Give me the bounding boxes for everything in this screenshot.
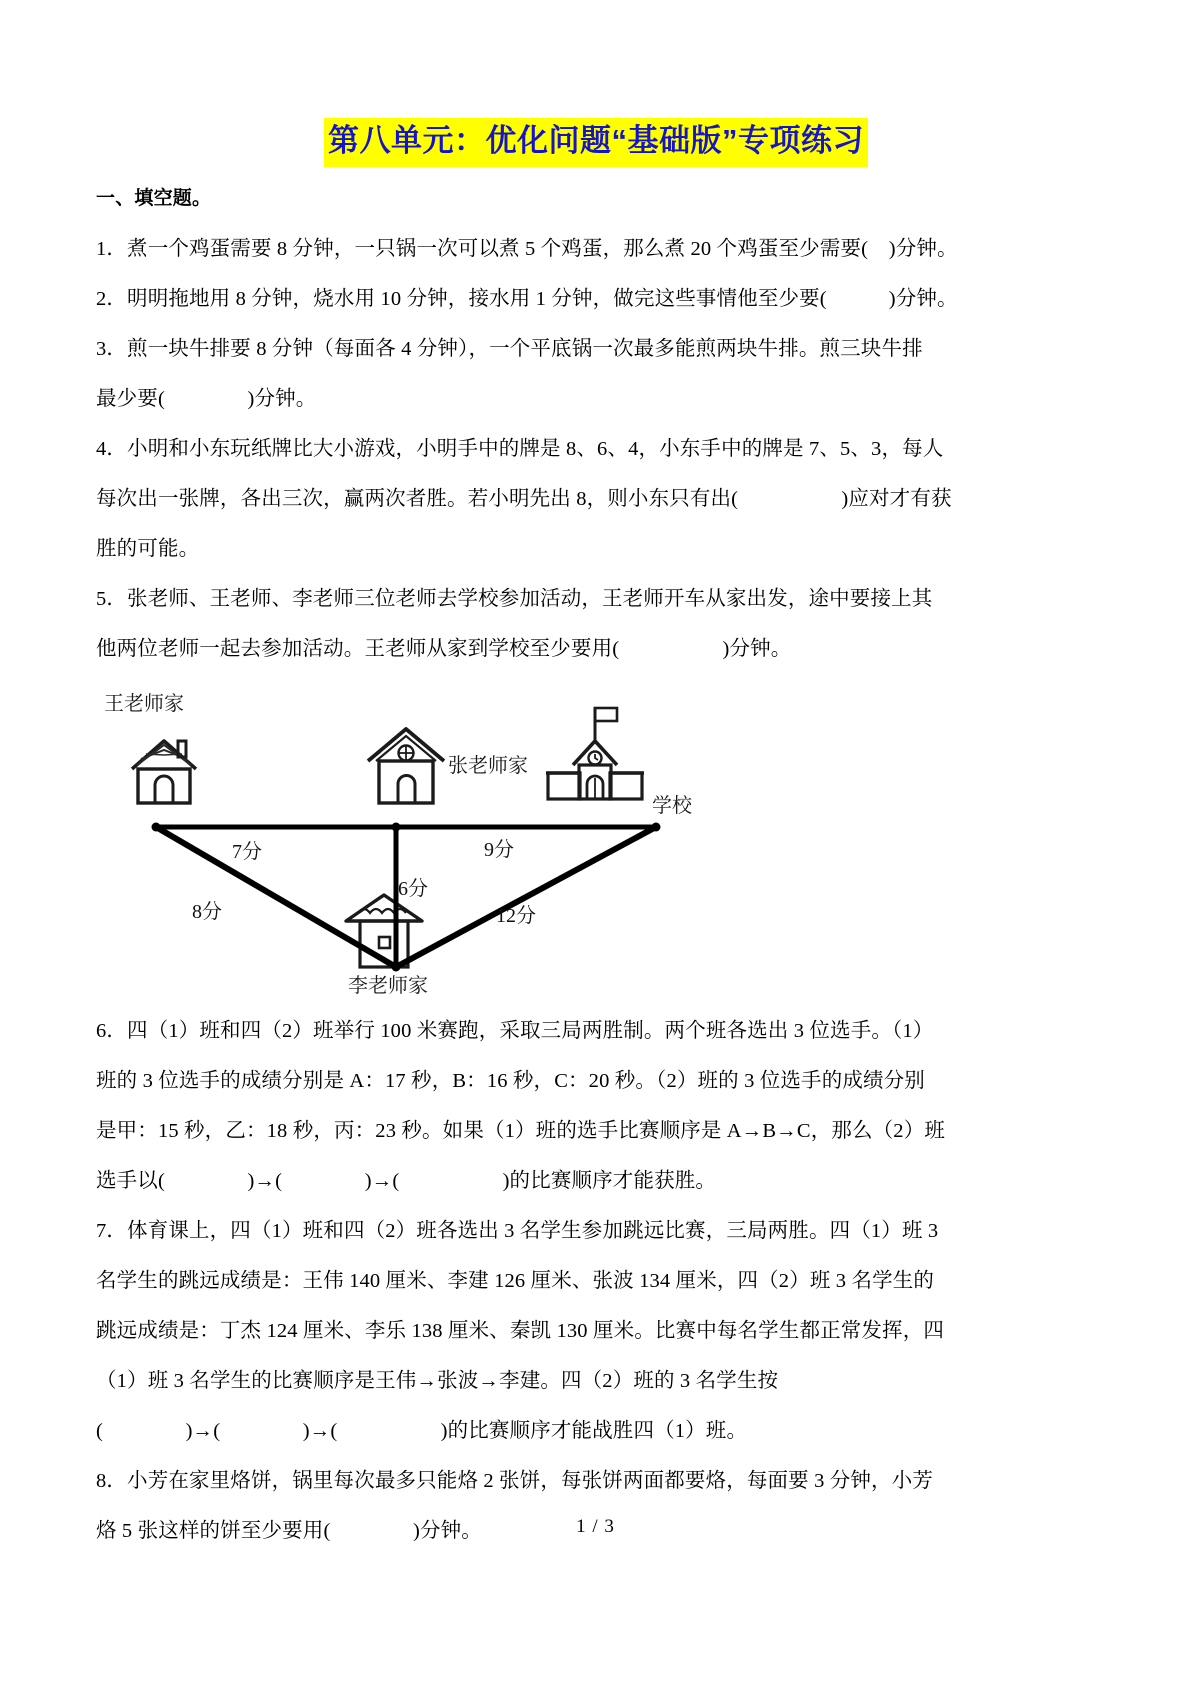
section-heading-fill-in-blanks: 一、填空题。 <box>96 187 212 209</box>
question-8-line-1: 8．小芳在家里烙饼，锅里每次最多只能烙 2 张饼，每张饼两面都要烙，每面要 3 分钟，小芳 <box>96 1470 933 1493</box>
edge-label-zhang-school: 9分 <box>484 839 514 862</box>
question-8-line-2: 烙 5 张这样的饼至少要用( )分钟。 <box>96 1520 482 1543</box>
school-icon <box>546 707 644 799</box>
edge-li-school <box>396 827 656 967</box>
question-5-line-2: 他两位老师一起去参加活动。王老师从家到学校至少要用( )分钟。 <box>96 638 792 661</box>
question-4-line-1: 4．小明和小东玩纸牌比大小游戏，小明手中的牌是 8、6、4，小东手中的牌是 7、5、3，每人 <box>96 438 944 461</box>
question-7-line-1: 7．体育课上，四（1）班和四（2）班各选出 3 名学生参加跳远比赛，三局两胜。四（1）班 3 <box>96 1220 939 1243</box>
route-diagram <box>96 677 1096 999</box>
question-6-line-3: 是甲：15 秒，乙：18 秒，丙：23 秒。如果（1）班的选手比赛顺序是 A→B→C，那么（2）班 <box>96 1120 945 1143</box>
question-1-line-1: 1．煮一个鸡蛋需要 8 分钟，一只锅一次可以煮 5 个鸡蛋，那么煮 20 个鸡蛋至少需要( )分钟。 <box>96 238 958 261</box>
node-label-li: 李老师家 <box>348 975 428 998</box>
question-4-line-2: 每次出一张牌，各出三次，赢两次者胜。若小明先出 8，则小东只有出( )应对才有获 <box>96 488 952 511</box>
node-dot-school <box>652 823 661 832</box>
question-7-line-4: （1）班 3 名学生的比赛顺序是王伟→张波→李建。四（2）班的 3 名学生按 <box>96 1370 779 1393</box>
edge-label-wang-li: 8分 <box>192 901 222 924</box>
question-3-line-2: 最少要( )分钟。 <box>96 388 317 411</box>
question-4-line-3: 胜的可能。 <box>96 538 200 561</box>
question-7-line-5: ( )→( )→( )的比赛顺序才能战胜四（1）班。 <box>96 1420 748 1443</box>
question-5-line-1: 5．张老师、王老师、李老师三位老师去学校参加活动，王老师开车从家出发，途中要接上其 <box>96 588 933 611</box>
house-icon-wang <box>132 741 196 803</box>
node-dot-zhang <box>392 823 401 832</box>
question-6-line-1: 6．四（1）班和四（2）班举行 100 米赛跑，采取三局两胜制。两个班各选出 3 位选手。（1） <box>96 1020 934 1043</box>
question-3-line-1: 3．煎一块牛排要 8 分钟（每面各 4 分钟），一个平底锅一次最多能煎两块牛排。煎三块牛排 <box>96 338 923 361</box>
question-6-line-2: 班的 3 位选手的成绩分别是 A：17 秒，B：16 秒，C：20 秒。（2）班的 3 位选手的成绩分别 <box>96 1070 925 1093</box>
node-label-zhang: 张老师家 <box>448 755 528 778</box>
edge-label-zhang-li: 6分 <box>398 878 428 901</box>
page-title: 第八单元：优化问题“基础版”专项练习 <box>324 118 868 167</box>
question-7-line-3: 跳远成绩是：丁杰 124 厘米、李乐 138 厘米、秦凯 130 厘米。比赛中每名学生都正常发挥，四 <box>96 1320 944 1343</box>
node-label-school: 学校 <box>652 795 692 818</box>
question-6-line-4: 选手以( )→( )→( )的比赛顺序才能获胜。 <box>96 1170 717 1193</box>
question-7-line-2: 名学生的跳远成绩是：王伟 140 厘米、李建 126 厘米、张波 134 厘米，四（2）班 3 名学生的 <box>96 1270 935 1293</box>
page-number-footer: 1 / 3 <box>576 1516 615 1537</box>
node-label-wang: 王老师家 <box>104 693 184 716</box>
house-icon-zhang <box>368 729 444 803</box>
node-dot-wang <box>152 823 161 832</box>
page-title-wrap <box>96 118 1096 167</box>
edge-label-wang-zhang: 7分 <box>232 841 262 864</box>
page-content <box>96 118 1096 1559</box>
question-2-line-1: 2．明明拖地用 8 分钟，烧水用 10 分钟，接水用 1 分钟，做完这些事情他至少要( )分钟。 <box>96 288 958 311</box>
edge-label-li-school: 12分 <box>496 905 536 928</box>
